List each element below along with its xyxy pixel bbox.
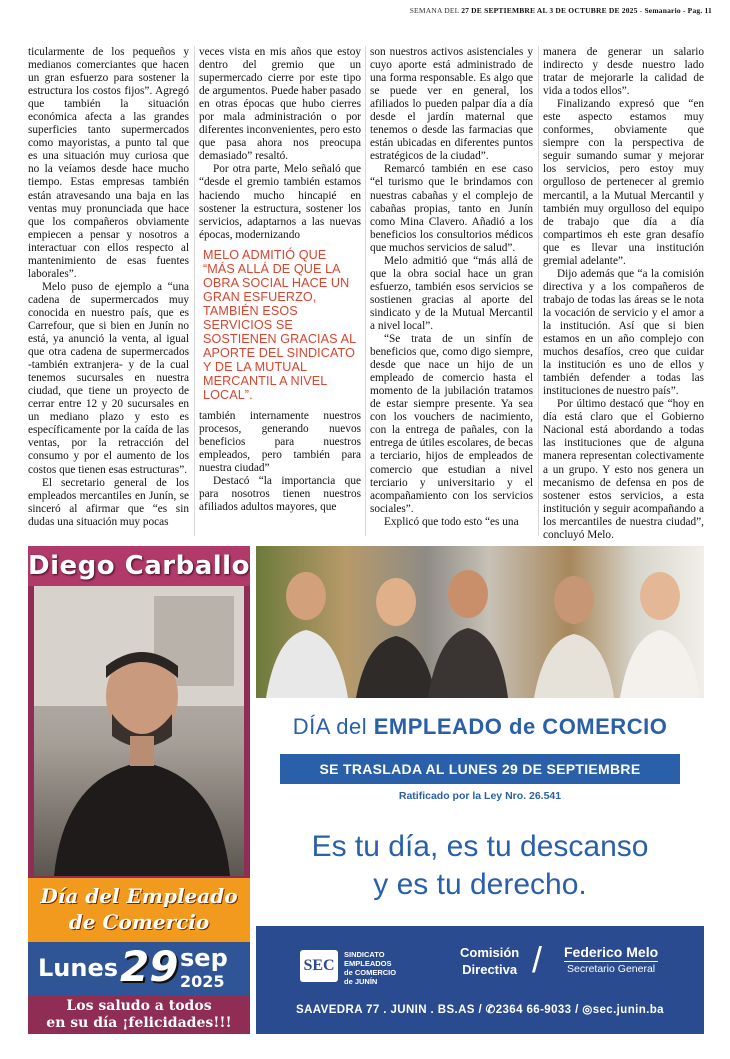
signatory-name: Federico Melo bbox=[564, 944, 659, 960]
pull-quote: MELO ADMITIÓ QUE “MÁS ALLÁ DE QUE LA OBRA SOCIAL HACE UN GRAN ESFUERZO, TAMBIÉN ESOS SERVICIOS SE SOSTIENEN GRACIAS AL APORTE DEL SINDICATO Y DE LA MUTUAL MERCANTIL A NIVEL LOCAL”. bbox=[203, 247, 356, 402]
slogan bbox=[256, 828, 704, 904]
advertisement-sec-junin bbox=[256, 546, 704, 1034]
slogan-line-2: y es tu derecho. bbox=[373, 868, 587, 901]
paragraph: veces vista en mis años que estoy dentro del gremio que un supermercado cierre por este tipo de argumentos. Puede haber pasado en otras épocas que hubo cierres por mala administración o por diferentes inconvenientes, pero esto que pasa ahora nos preocupa demasiado” resaltó. bbox=[199, 46, 361, 163]
slash-divider-icon: / bbox=[532, 939, 543, 980]
date-change-banner: SE TRASLADA AL LUNES 29 DE SEPTIEMBRE bbox=[280, 754, 680, 784]
greeting-line-1: Los saludo a todos bbox=[66, 998, 212, 1014]
ratified-law: Ratificado por la Ley Nro. 26.541 bbox=[398, 790, 562, 802]
header-sep: - bbox=[637, 6, 645, 15]
comision-line-2: Directiva bbox=[462, 962, 518, 977]
advertisement-diego-carballo bbox=[28, 546, 250, 1034]
comision-line-1: Comisión bbox=[460, 945, 520, 960]
union-name bbox=[344, 950, 396, 986]
paragraph: Destacó “la importancia que para nosotros tienen nuestros afiliados adultos mayores, que bbox=[199, 474, 361, 514]
paragraph: Explicó que todo esto “es una bbox=[384, 515, 519, 528]
header-publication: Semanario bbox=[644, 6, 681, 15]
header-week: SEMANA DEL bbox=[409, 6, 462, 15]
paragraph: también internamente nuestros procesos, generando nuevos beneficios para nuestros empleados, pero también para nuestra ciudad” bbox=[199, 409, 361, 474]
contact-line: SAAVEDRA 77 . JUNIN . BS.AS / ✆2364 66-9033 / ◎sec.junin.ba bbox=[296, 1004, 664, 1016]
paragraph: “Se trata de un sinfín de beneficios que, como digo siempre, desde que nace un hijo de un empleado de comercio hasta el momento de la jubilación tratamos de estar siempre presente. Ya sea con los vouchers de nacimiento, con la entrega de pañales, con la entrega de útiles escolares, de becas a terciario, hijos de empleados de comercio que estudian a nivel terciario y universitario y el acompañamiento con los servicios sociales”. bbox=[370, 333, 533, 515]
dia-del-empleado-banner bbox=[28, 878, 250, 942]
paragraph: El secretario general de los empleados mercantiles en Junín, se sinceró al afirmar que “es sin dudas una situación muy pocas bbox=[28, 476, 189, 528]
date-day: 29 bbox=[120, 942, 179, 991]
ad-footer bbox=[256, 926, 704, 1034]
people-silhouettes-icon bbox=[256, 546, 704, 698]
comision-directiva bbox=[460, 944, 519, 978]
column-divider bbox=[538, 46, 539, 536]
paragraph: Remarcó también en ese caso “el turismo que le brindamos con nuestras cabañas y el complejo de cabañas propias, tanto en Junín como Mina Clavero. Añadió a los beneficios los consultorios médicos que muchos servicios de salud”. bbox=[370, 163, 533, 254]
paragraph: Por otra parte, Melo señaló que “desde el gremio también estamos haciendo mucho hincapié en sostener la estructura, sostener los servicios, adaptarnos a las nuevas épocas, modernizando bbox=[199, 163, 361, 241]
article-column-2 bbox=[199, 46, 361, 514]
portrait-photo bbox=[34, 586, 244, 876]
sec-logo-icon: SEC bbox=[300, 950, 338, 982]
ad-title-main: EMPLEADO de COMERCIO bbox=[373, 714, 668, 739]
union-line: SINDICATO bbox=[344, 950, 385, 959]
signatory-role: Secretario General bbox=[564, 961, 658, 976]
ad-title bbox=[256, 714, 704, 740]
paragraph: Finalizando expresó que “en este aspecto estamos muy conformes, obviamente que siempre con la perspectiva de seguir sumando sumar y mejorar los servicios, pero estoy muy orgulloso de pertenecer al gremio mercantil, a la Mutual Mercantil y también muy orgulloso del equipo de trabajo que día a día compartimos eh este gran desafío que es llevar una institución gremial adelante”. bbox=[543, 98, 704, 267]
article-column-3 bbox=[370, 46, 533, 529]
date-year: 2025 bbox=[180, 972, 225, 991]
paragraph: son nuestros activos asistenciales y cuyo aporte está administrado de una forma responsable. Es algo que se puede ver en general, los afiliados lo pueden palpar día a día desde el jardín maternal que tenemos o desde las farmacias que están ubicadas en diferentes puntos estratégicos de la ciudad”. bbox=[370, 46, 533, 163]
dia-line-1: Día del Empleado bbox=[40, 884, 238, 908]
paragraph: manera de generar un salario indirecto y desde nuestro lado tratar de mejorarle la calidad de vida a todos ellos”. bbox=[543, 46, 704, 98]
article-column-1 bbox=[28, 46, 189, 529]
paragraph: ticularmente de los pequeños y medianos comerciantes que hacen un gran esfuerzo para sostener la estructura los costos fijos”. Agregó que también la situación económica afecta a las grandes superficies tanto supermercados como mayoristas, a punto tal que es una situación muy curiosa que no la veíamos desde hace mucho tiempo. Estas empresas también están atravesando una baja en las ventas muy pronunciada que hace que los compañeros obviamente empiecen a pensar y nosotros a interactuar con ellos respecto al mantenimiento de esas fuentes laborales”. bbox=[28, 46, 189, 280]
header-dates: 27 DE SEPTIEMBRE AL 3 DE OCTUBRE DE 2025 bbox=[461, 6, 638, 15]
workers-photo bbox=[256, 546, 704, 698]
union-line: de JUNÍN bbox=[344, 977, 378, 986]
header-page: - Pag. 11 bbox=[680, 6, 712, 15]
column-divider bbox=[365, 46, 366, 536]
union-line: EMPLEADOS bbox=[344, 959, 392, 968]
date-month: sep bbox=[180, 944, 228, 972]
greeting bbox=[28, 998, 250, 1034]
page-header bbox=[410, 6, 712, 15]
date-weekday: Lunes bbox=[38, 954, 119, 982]
column-divider bbox=[194, 46, 195, 536]
person-silhouette-icon bbox=[34, 586, 244, 876]
paragraph: Dijo además que “a la comisión directiva y a los compañeros de trabajo de todas las áreas se le nota la vocación de servicio y el amor a la institución. Así que si bien estamos en un año complejo con muchos desafíos, creo que cuidar la institución es uno de ellos y también defender a todas las instituciones de nuestro país”. bbox=[543, 267, 704, 398]
ad-name: Diego Carballo bbox=[28, 546, 250, 586]
signatory bbox=[564, 944, 658, 976]
article-column-4 bbox=[543, 46, 704, 542]
paragraph: Melo puso de ejemplo a “una cadena de supermercados muy conocida en nuestro país, que es Carrefour, que si bien en Junín no está, ya anunció la venta, al igual que otra cadena de supermercados -también extranjera- y de la cual tenemos sucursales en nuestra ciudad, que tiene un proyecto de cerrar entre 12 y 20 sucursales en un mediano plazo y esto es específicamente por la caída de las ventas, por la retracción del consumo y por el aumento de los costos que tienen esas estructuras”. bbox=[28, 280, 189, 476]
slogan-line-1: Es tu día, es tu descanso bbox=[311, 830, 649, 863]
paragraph: Melo admitió que “más allá de que la obra social hace un gran esfuerzo, también esos servicios se sostienen gracias al aporte del sindicato y de la Mutual Mercantil a nivel local”. bbox=[370, 254, 533, 332]
union-line: de COMERCIO bbox=[344, 968, 397, 977]
paragraph: Por último destacó que “hoy en día está claro que el Gobierno Nacional está abordando a todas las instituciones que de alguna manera representan colectivamente a un grupo. Y esto nos genera un mecanismo de defensa en pos de sostener estos servicios, a esta institución y seguir acompañando a los mercantiles de nuestra ciudad”, concluyó Melo. bbox=[543, 398, 704, 541]
ad-title-prefix: DÍA del bbox=[292, 714, 374, 739]
greeting-line-2: en su día ¡felicidades!!! bbox=[46, 1015, 232, 1031]
dia-line-2: de Comercio bbox=[68, 910, 210, 934]
date-banner bbox=[28, 942, 250, 996]
